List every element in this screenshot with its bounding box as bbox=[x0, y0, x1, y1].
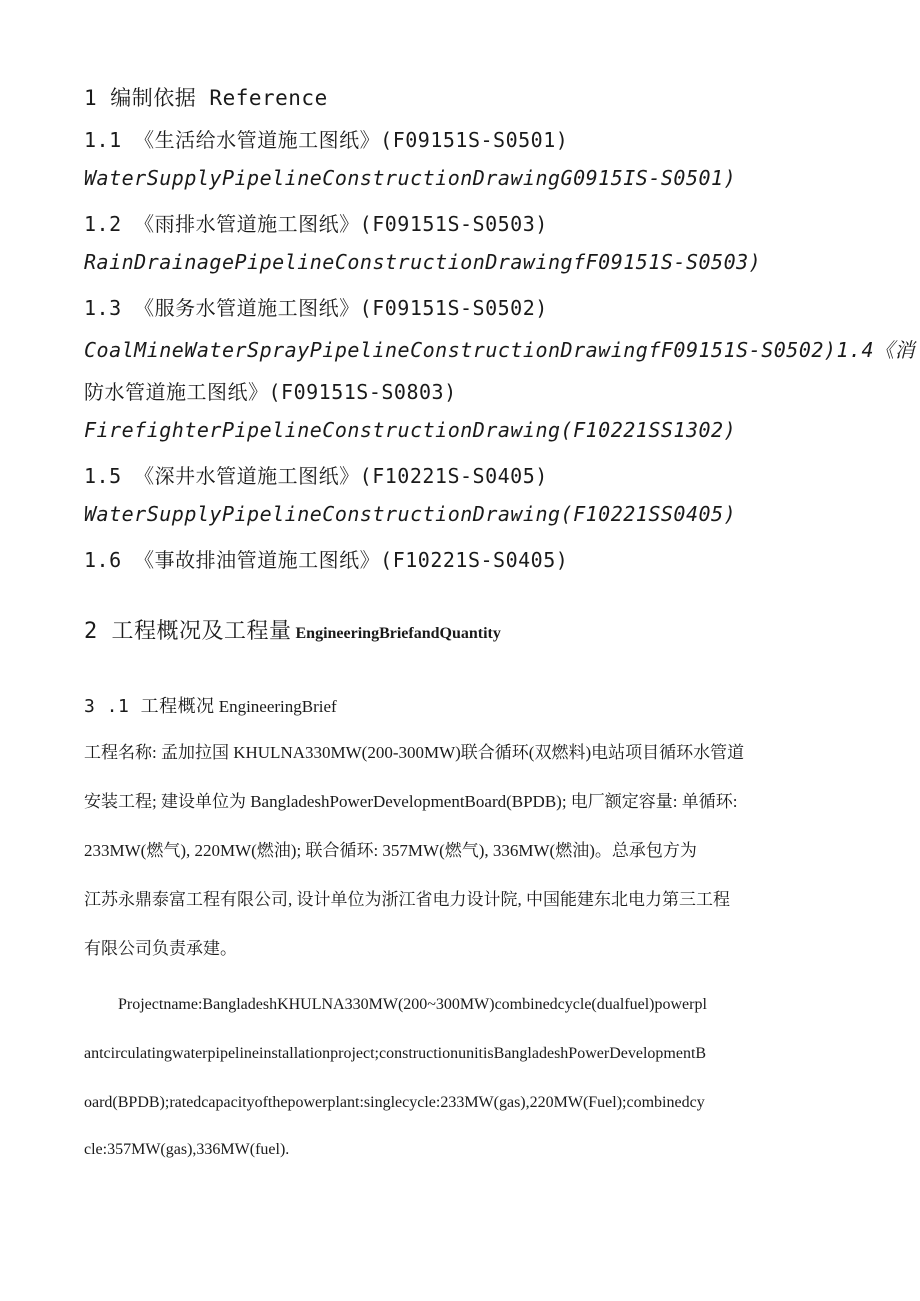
section-3-1-heading-en: EngineeringBrief bbox=[218, 697, 337, 716]
section-1-heading: 1 编制依据 Reference bbox=[84, 86, 328, 110]
project-description-cn-line: 工程名称: 孟加拉国 KHULNA330MW(200-300MW)联合循环(双燃料)电站项目循环水管道 bbox=[84, 743, 745, 762]
section-2-heading bbox=[84, 614, 501, 645]
section-3-1-heading-cn: 3 .1 工程概况 bbox=[84, 696, 215, 717]
project-description-en-line: cle:357MW(gas),336MW(fuel). bbox=[84, 1141, 290, 1158]
section-2-heading-cn: 2 工程概况及工程量 bbox=[84, 619, 292, 644]
project-description-en-line: oard(BPDB);ratedcapacityofthepowerplant:singlecycle:233MW(gas),220MW(Fuel);combinedcy bbox=[84, 1094, 705, 1111]
item-number: 1.1 bbox=[84, 128, 122, 152]
item-title: 《深井水管道施工图纸》(F10221S-S0405) bbox=[134, 464, 548, 488]
section-2-heading-en: EngineeringBriefandQuantity bbox=[295, 625, 501, 642]
reference-item-1-1 bbox=[84, 124, 568, 153]
project-description-cn-line: 安装工程; 建设单位为 BangladeshPowerDevelopmentBoard(BPDB); 电厂额定容量: 单循环: bbox=[84, 792, 738, 811]
project-description-en-line: Projectname:BangladeshKHULNA330MW(200~300MW)combinedcycle(dualfuel)powerpl bbox=[118, 996, 707, 1013]
section-3-1-heading bbox=[84, 692, 337, 718]
reference-item-1-4-continued: 防水管道施工图纸》(F09151S-S0803) bbox=[84, 380, 457, 404]
item-number: 1.6 bbox=[84, 548, 122, 572]
item-title: 《雨排水管道施工图纸》(F09151S-S0503) bbox=[134, 212, 548, 236]
item-number: 1.3 bbox=[84, 296, 122, 320]
item-title: 《事故排油管道施工图纸》(F10221S-S0405) bbox=[134, 548, 569, 572]
project-description-cn-line: 江苏永鼎泰富工程有限公司, 设计单位为浙江省电力设计院, 中国能建东北电力第三工程 bbox=[84, 890, 730, 909]
reference-item-1-3-english: CoalMineWaterSprayPipelineConstructionDrawingfF09151S-S0502)1.4《消 bbox=[84, 338, 916, 362]
project-description-cn-line: 有限公司负责承建。 bbox=[84, 939, 237, 958]
reference-item-1-5-english: WaterSupplyPipelineConstructionDrawing(F10221SS0405) bbox=[84, 502, 737, 526]
item-title: 《服务水管道施工图纸》(F09151S-S0502) bbox=[134, 296, 548, 320]
item-number: 1.2 bbox=[84, 212, 122, 236]
reference-item-1-2-english: RainDrainagePipelineConstructionDrawingfF09151S-S0503) bbox=[84, 250, 762, 274]
reference-item-1-5 bbox=[84, 460, 548, 489]
reference-item-1-3 bbox=[84, 292, 548, 321]
project-description-cn-line: 233MW(燃气), 220MW(燃油); 联合循环: 357MW(燃气), 336MW(燃油)。总承包方为 bbox=[84, 841, 697, 860]
reference-item-1-2 bbox=[84, 208, 548, 237]
item-title: 《生活给水管道施工图纸》(F09151S-S0501) bbox=[134, 128, 569, 152]
reference-item-1-1-english: WaterSupplyPipelineConstructionDrawingG0915IS-S0501) bbox=[84, 166, 737, 190]
reference-item-1-4-english: FirefighterPipelineConstructionDrawing(F10221SS1302) bbox=[84, 418, 737, 442]
reference-item-1-6 bbox=[84, 544, 568, 573]
item-number: 1.5 bbox=[84, 464, 122, 488]
project-description-en-line: antcirculatingwaterpipelineinstallationproject;constructionunitisBangladeshPowerDevelopmentB bbox=[84, 1045, 707, 1062]
